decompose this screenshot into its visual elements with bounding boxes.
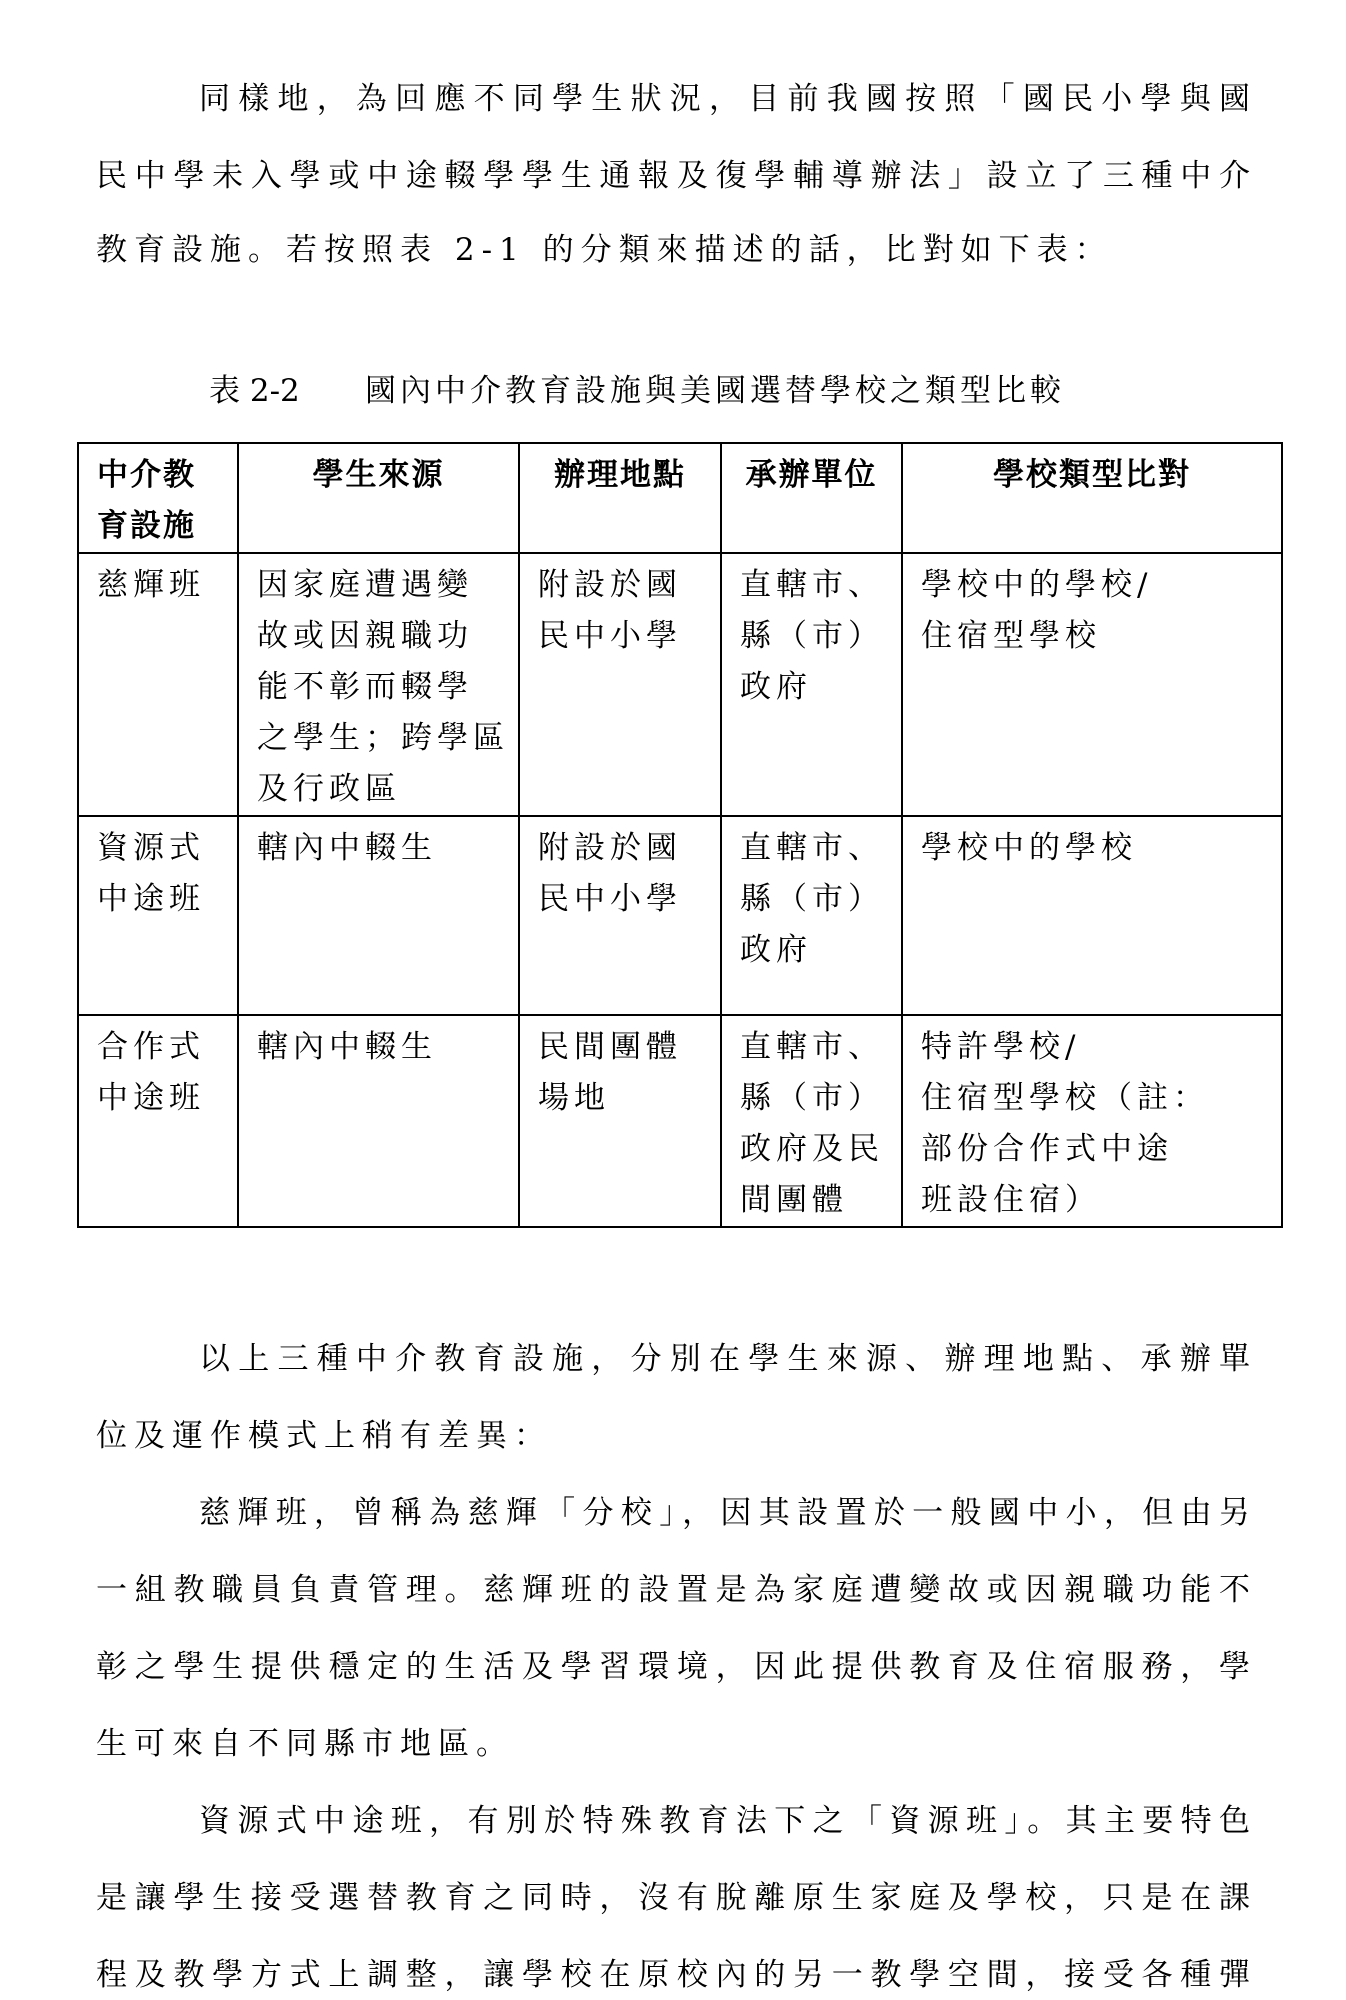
text-line: 同樣地，為回應不同學生狀況，目前我國按照「國民小學與國 [199,81,1250,117]
cell-line: 學校中的學校 [921,830,1137,866]
text-line: 民中學未入學或中途輟學學生通報及復學輔導辦法」設立了三種中介 [96,158,1250,194]
cell-line: 學生來源 [312,457,445,493]
cell-line: 政府 [740,932,812,968]
header-cell [902,443,1282,553]
table-cell [238,816,519,1015]
cell-line: 附設於國 [538,567,682,603]
text-line: 一組教職員負責管理。慈輝班的設置是為家庭遭變故或因親職功能不 [96,1572,1250,1608]
table-cell [78,1015,238,1227]
cell-line: 特許學校/ [921,1029,1081,1065]
table-cell [902,1015,1282,1227]
text-line: 資源式中途班，有別於特殊教育法下之「資源班」。其主要特色 [199,1803,1250,1839]
table-row [78,553,1282,816]
table-cell [78,553,238,816]
cell-line: 部份合作式中途 [921,1131,1173,1167]
cell-line: 中介教 [97,457,196,493]
header-cell [519,443,721,553]
table-cell [902,553,1282,816]
cell-line: 縣（市） [740,1080,884,1116]
cell-line: 民間團體 [538,1029,682,1065]
cell-line: 直轄市、 [740,830,884,866]
cell-line: 直轄市、 [740,1029,884,1065]
table-cell [519,816,721,1015]
cell-line: 資源式 [97,830,205,866]
cell-line: 附設於國 [538,830,682,866]
cell-line: 直轄市、 [740,567,884,603]
text-line: 生可來自不同縣市地區。 [96,1726,514,1762]
table-cell [721,816,902,1015]
table-cell [78,816,238,1015]
table-header-row [78,443,1282,553]
cell-line: 學校中的學校/ [921,567,1153,603]
header-cell [78,443,238,553]
cell-line: 轄內中輟生 [257,1029,437,1065]
text-line: 位及運作模式上稍有差異： [96,1418,552,1454]
table-cell [721,1015,902,1227]
cell-line: 政府及民 [740,1131,884,1167]
text-line: 以上三種中介教育設施，分別在學生來源、辦理地點、承辦單 [199,1341,1250,1377]
cell-line: 承辦單位 [745,457,878,493]
cell-line: 學校類型比對 [993,457,1191,493]
cell-line: 能不彰而輟學 [257,669,473,705]
cell-line: 班設住宿） [921,1182,1101,1218]
cell-line: 縣（市） [740,881,884,917]
table-row [78,816,1282,1015]
header-cell [721,443,902,553]
cell-line: 中途班 [97,1080,205,1116]
table-cell [238,553,519,816]
table-cell [721,553,902,816]
cell-line: 場地 [538,1080,610,1116]
table-cell [902,816,1282,1015]
cell-line: 住宿型學校 [921,618,1101,654]
cell-line: 之學生；跨學區 [257,720,509,756]
comparison-table [77,442,1283,1228]
text-line: 是讓學生接受選替教育之同時，沒有脫離原生家庭及學校，只是在課 [96,1880,1250,1916]
cell-line: 政府 [740,669,812,705]
table-cell [519,553,721,816]
cell-line: 中途班 [97,881,205,917]
table-row [78,1015,1282,1227]
header-cell [238,443,519,553]
cell-line: 民中小學 [538,881,682,917]
cell-line: 故或因親職功 [257,618,473,654]
table-number: 表 2-2 [209,373,300,409]
cell-line: 民中小學 [538,618,682,654]
text-line: 彰之學生提供穩定的生活及學習環境，因此提供教育及住宿服務，學 [96,1649,1250,1685]
cell-line: 辦理地點 [554,457,686,493]
cell-line: 縣（市） [740,618,884,654]
cell-line: 慈輝班 [97,567,205,603]
text-line: 教育設施。若按照表 2-1 的分類來描述的話，比對如下表： [96,232,1113,268]
table-title: 國內中介教育設施與美國選替學校之類型比較 [365,373,1065,409]
cell-line: 間團體 [740,1182,848,1218]
cell-line: 育設施 [97,508,196,544]
cell-line: 因家庭遭遇變 [257,567,473,603]
cell-line: 及行政區 [257,771,401,807]
cell-line: 住宿型學校（註： [921,1080,1209,1116]
text-line: 程及教學方式上調整，讓學校在原校內的另一教學空間，接受各種彈 [96,1957,1250,1993]
text-line: 慈輝班，曾稱為慈輝「分校」，因其設置於一般國中小，但由另 [199,1495,1250,1531]
table-cell [238,1015,519,1227]
cell-line: 轄內中輟生 [257,830,437,866]
cell-line: 合作式 [97,1029,205,1065]
table-cell [519,1015,721,1227]
